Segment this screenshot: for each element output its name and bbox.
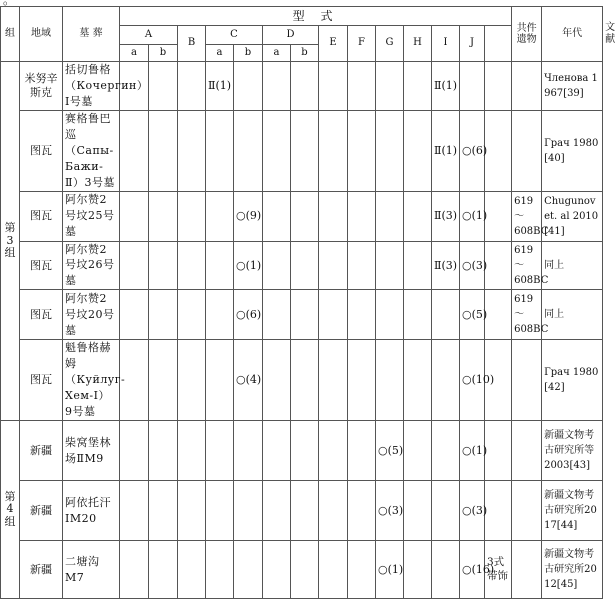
tomb-type-table: 组 地域 墓 葬 型 式 共件遗物 年代 文献 A B C D E F G H I J a b a b a b 第3组 米努辛斯克 括切鲁格（Кочергин）Ⅰ号墓 Ⅱ(1) Ⅱ(1) Членова 1967[39] 图瓦 赛格鲁巴巡（Сапы-Бажи-Ⅱ）3号墓 Ⅱ(1) ○(6) Грач 1980[40] 图瓦 阿尔赞2号坟25号墓 ○(9) Ⅱ(3) ○(1) 619～608BC Chugunov et. al 2010[41] 图瓦 阿尔赞2号坟26号墓 ○(1) Ⅱ(3) ○(3) 619～608BC 同上 图瓦 阿尔赞2号坟20号墓 ○(6) ○(5) 619～608BC 同上 图瓦 魁鲁格赫姆（Куйлуг-Хем-Ⅰ）9号墓 ○(4) ○(10) Грач 1980[42] 第4组 新疆 柴窝堡林场ⅡM9 ○(5) ○(1) 新疆文物考古研究所等2003[43] 新疆 阿依托汗ⅠM20 ○(3) ○(3) 新疆文物考古研究所2017[44] 新疆 二塘沟M7 ○(1) ○(16) 3式带饰 新疆文物考古研究所2012[45] xyxy=(0,6,603,599)
header-type-h: H xyxy=(404,26,432,62)
associated-cell: 3式带饰 xyxy=(485,541,512,599)
header-type: 型 式 xyxy=(120,7,512,26)
header-type-a-a: a xyxy=(120,45,149,62)
era-cell: 619～608BC xyxy=(512,290,542,340)
header-type-f: F xyxy=(348,26,376,62)
era-cell xyxy=(512,541,542,599)
era-cell xyxy=(512,421,542,481)
header-type-g: G xyxy=(376,26,404,62)
era-cell xyxy=(512,62,542,111)
header-type-c: C xyxy=(206,26,263,45)
region-cell: 新疆 xyxy=(20,481,63,541)
type-c-b-cell: ○(6) xyxy=(234,290,263,340)
region-cell: 新疆 xyxy=(20,421,63,481)
header-type-d-b: b xyxy=(291,45,319,62)
type-i-cell: Ⅱ(1) xyxy=(432,110,460,191)
header-tomb: 墓 葬 xyxy=(63,7,120,62)
tomb-cell: 阿尔赞2号坟25号墓 xyxy=(63,191,120,241)
tomb-cell: 阿尔赞2号坟26号墓 xyxy=(63,241,120,290)
region-cell: 新疆 xyxy=(20,541,63,599)
header-type-d-a: a xyxy=(263,45,291,62)
tomb-cell: 赛格鲁巴巡（Сапы-Бажи-Ⅱ）3号墓 xyxy=(63,110,120,191)
type-c-b-cell: ○(4) xyxy=(234,340,263,421)
header-associated: 共件遗物 xyxy=(512,7,542,62)
header-type-j: J xyxy=(460,26,485,62)
header-type-c-a: a xyxy=(206,45,234,62)
type-j-cell: ○(3) xyxy=(460,481,485,541)
region-cell: 图瓦 xyxy=(20,110,63,191)
group-label: 第4组 xyxy=(1,421,20,599)
era-cell: 619～608BC xyxy=(512,191,542,241)
tomb-cell: 阿尔赞2号坟20号墓 xyxy=(63,290,120,340)
type-i-cell: Ⅱ(3) xyxy=(432,191,460,241)
type-j-cell: ○(1) xyxy=(460,191,485,241)
reference-cell: 新疆文物考古研究所等2003[43] xyxy=(542,421,603,481)
tomb-cell: 柴窝堡林场ⅡM9 xyxy=(63,421,120,481)
group-label: 第3组 xyxy=(1,62,20,421)
era-cell xyxy=(512,110,542,191)
type-j-cell: ○(16) xyxy=(460,541,485,599)
reference-cell: Грач 1980[40] xyxy=(542,110,603,191)
type-c-b-cell: ○(1) xyxy=(234,241,263,290)
header-type-e: E xyxy=(319,26,348,62)
region-cell: 图瓦 xyxy=(20,340,63,421)
header-type-c-b: b xyxy=(234,45,263,62)
region-cell: 米努辛斯克 xyxy=(20,62,63,111)
cropped-top-text: 。 xyxy=(3,0,16,7)
type-j-cell: ○(3) xyxy=(460,241,485,290)
era-cell xyxy=(512,481,542,541)
type-g-cell: ○(1) xyxy=(376,541,404,599)
region-cell: 图瓦 xyxy=(20,191,63,241)
type-i-cell: Ⅱ(1) xyxy=(432,62,460,111)
reference-cell: 新疆文物考古研究所2017[44] xyxy=(542,481,603,541)
reference-cell: 新疆文物考古研究所2012[45] xyxy=(542,541,603,599)
era-cell xyxy=(512,340,542,421)
header-type-b: B xyxy=(178,26,206,62)
type-j-cell: ○(10) xyxy=(460,340,485,421)
type-j-cell: ○(6) xyxy=(460,110,485,191)
header-region: 地域 xyxy=(20,7,63,62)
header-type-i: I xyxy=(432,26,460,62)
header-type-d: D xyxy=(263,26,319,45)
tomb-cell: 二塘沟M7 xyxy=(63,541,120,599)
type-i-cell: Ⅱ(3) xyxy=(432,241,460,290)
reference-cell: Грач 1980[42] xyxy=(542,340,603,421)
type-c-a-cell: Ⅱ(1) xyxy=(206,62,234,111)
tomb-cell: 阿依托汗ⅠM20 xyxy=(63,481,120,541)
reference-cell: Chugunov et. al 2010[41] xyxy=(542,191,603,241)
header-group: 组 xyxy=(1,7,20,62)
type-g-cell: ○(3) xyxy=(376,481,404,541)
type-j-cell: ○(5) xyxy=(460,290,485,340)
header-type-a: A xyxy=(120,26,178,45)
reference-cell: 同上 xyxy=(542,290,603,340)
reference-cell: 同上 xyxy=(542,241,603,290)
tomb-cell: 魁鲁格赫姆（Куйлуг-Хем-Ⅰ）9号墓 xyxy=(63,340,120,421)
region-cell: 图瓦 xyxy=(20,241,63,290)
header-era: 年代 xyxy=(542,7,603,62)
type-c-b-cell: ○(9) xyxy=(234,191,263,241)
header-type-a-b: b xyxy=(149,45,178,62)
era-cell: 619～608BC xyxy=(512,241,542,290)
reference-cell: Членова 1967[39] xyxy=(542,62,603,111)
tomb-cell: 括切鲁格（Кочергин）Ⅰ号墓 xyxy=(63,62,120,111)
region-cell: 图瓦 xyxy=(20,290,63,340)
type-g-cell: ○(5) xyxy=(376,421,404,481)
type-j-cell: ○(1) xyxy=(460,421,485,481)
